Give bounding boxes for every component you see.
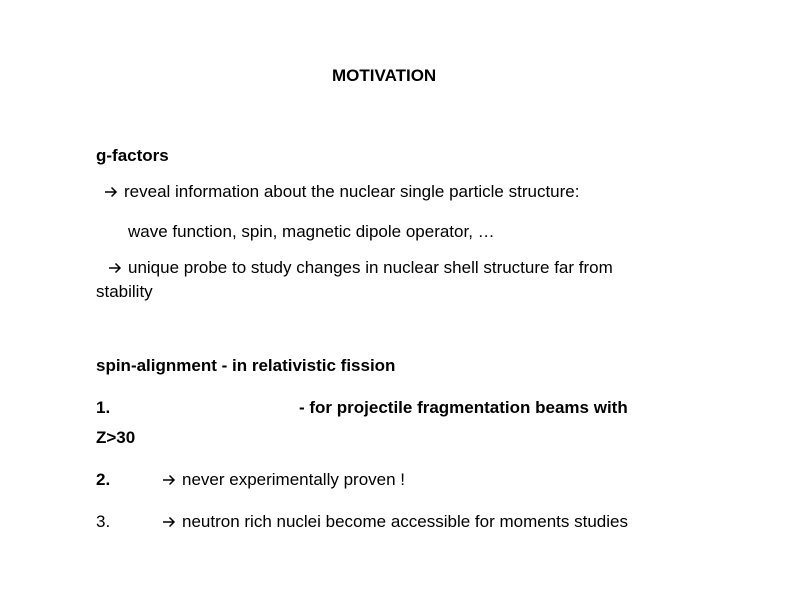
right-arrow-icon [162,473,176,487]
item-3-number: 3. [96,512,111,531]
gfactors-point-2-continued: stability [96,282,153,301]
item-1-text: - for projectile fragmentation beams with [299,398,628,417]
right-arrow-icon [108,261,122,275]
gfactors-point-2-text: unique probe to study changes in nuclear shell structure far from [128,258,613,277]
item-2-number: 2. [96,470,111,489]
slide-title: MOTIVATION [332,66,437,85]
spin-alignment-heading: spin-alignment - in relativistic fission [96,356,396,375]
right-arrow-icon [104,185,118,199]
item-2-text: never experimentally proven ! [182,470,406,489]
right-arrow-icon [162,515,176,529]
gfactors-point-1-text: reveal information about the nuclear single particle structure: [124,182,580,201]
item-1-number: 1. [96,398,111,417]
item-3-text: neutron rich nuclei become accessible for moments studies [182,512,628,531]
gfactors-heading: g-factors [96,146,169,165]
item-3 [162,512,628,532]
gfactors-point-1 [104,182,579,202]
item-2 [162,470,405,490]
item-1-text-continued: Z>30 [96,428,136,447]
gfactors-point-1-detail: wave function, spin, magnetic dipole operator, … [128,222,495,241]
gfactors-point-2 [108,258,613,278]
